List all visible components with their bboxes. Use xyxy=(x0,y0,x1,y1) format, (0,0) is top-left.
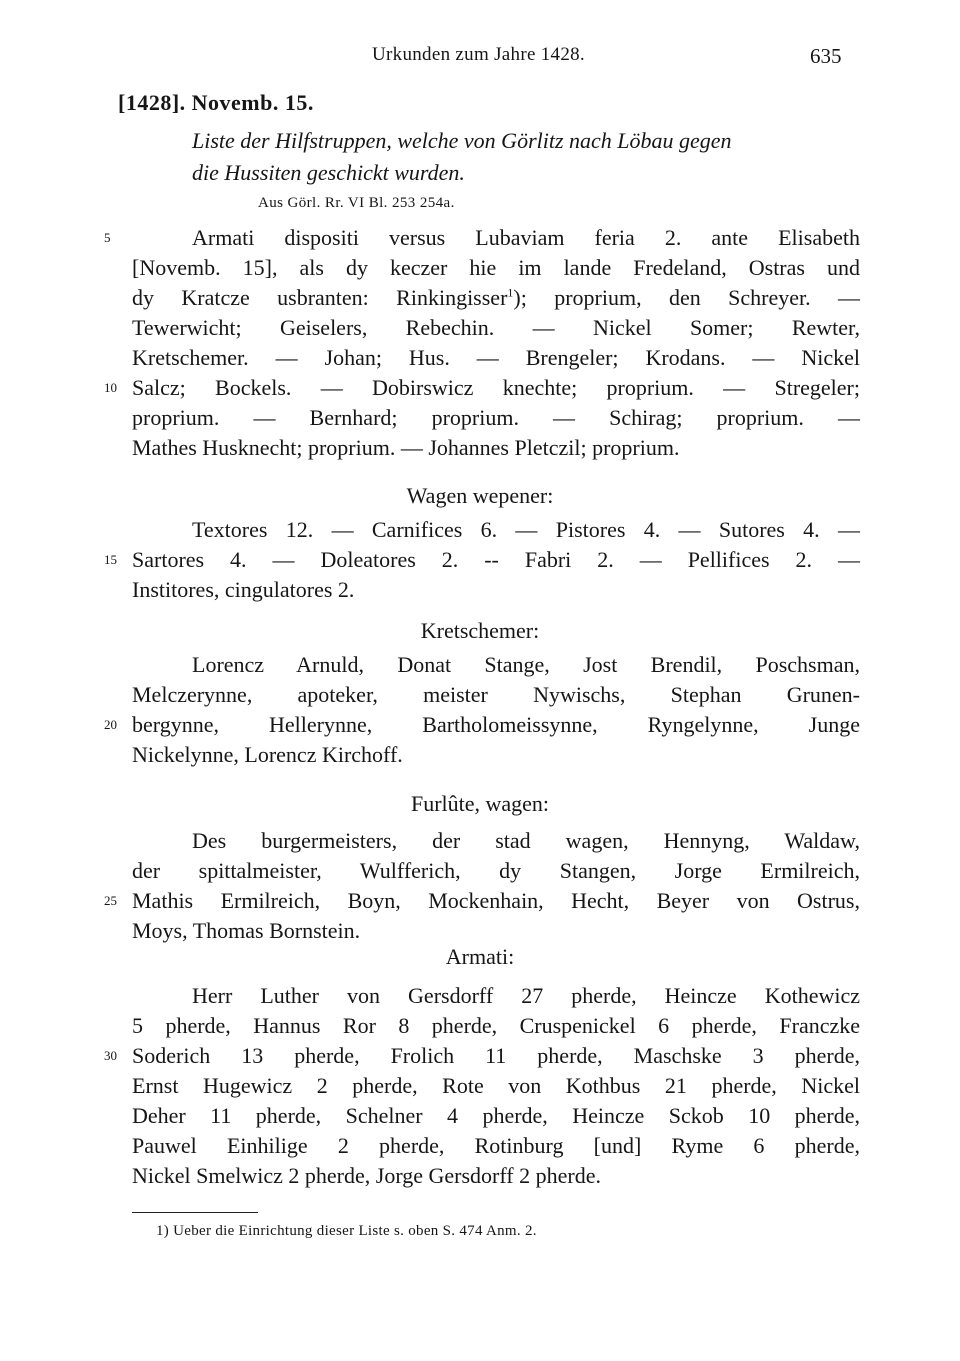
running-head: Urkunden zum Jahre 1428. xyxy=(372,44,585,65)
title-line: Liste der Hilfstruppen, welche von Görlitz nach Löbau gegen xyxy=(192,128,732,153)
footnote-marker: 1 xyxy=(507,285,514,300)
text-line: Institores, cingulatores 2. xyxy=(132,577,355,602)
date-heading: [1428]. Novemb. 15. xyxy=(118,90,314,115)
text-line: Moys, Thomas Bornstein. xyxy=(132,918,361,943)
text-line: Deher 11 pherde, Schelner 4 pherde, Heincze Sckob 10 pherde, xyxy=(132,1103,860,1128)
footnote: 1) Ueber die Einrichtung dieser Liste s. oben S. 474 Anm. 2. xyxy=(156,1223,537,1239)
text-segment: ); proprium, den Schreyer. — xyxy=(513,285,860,310)
text-line: der spittalmeister, Wulfferich, dy Stangen, Jorge Ermilreich, xyxy=(132,858,860,883)
section-heading: Armati: xyxy=(445,944,515,969)
line-number: 20 xyxy=(104,717,117,732)
text-line xyxy=(132,283,860,313)
section-heading: Furlûte, wagen: xyxy=(410,791,550,816)
source-reference: Aus Görl. Rr. VI Bl. 253 254a. xyxy=(258,195,455,211)
text-line: Soderich 13 pherde, Frolich 11 pherde, Maschske 3 pherde, xyxy=(132,1043,860,1068)
line-number: 10 xyxy=(104,380,117,395)
section-heading: Kretschemer: xyxy=(420,618,540,643)
text-line: Ernst Hugewicz 2 pherde, Rote von Kothbus 21 pherde, Nickel xyxy=(132,1073,860,1098)
text-line: Herr Luther von Gersdorff 27 pherde, Heincze Kothewicz xyxy=(192,983,860,1008)
text-line: Salcz; Bockels. — Dobirswicz knechte; proprium. — Stregeler; xyxy=(132,375,860,400)
text-line: 5 pherde, Hannus Ror 8 pherde, Cruspenickel 6 pherde, Franczke xyxy=(132,1013,860,1038)
title-line: die Hussiten geschickt wurden. xyxy=(192,160,465,185)
text-line: Textores 12. — Carnifices 6. — Pistores 4. — Sutores 4. — xyxy=(192,517,860,542)
line-number: 15 xyxy=(104,552,117,567)
text-line: Tewerwicht; Geiselers, Rebechin. — Nickel Somer; Rewter, xyxy=(132,315,860,340)
text-line: [Novemb. 15], als dy keczer hie im lande Fredeland, Ostras und xyxy=(132,255,860,280)
text-line: Melczerynne, apoteker, meister Nywischs, Stephan Grunen- xyxy=(132,682,860,707)
footnote-rule xyxy=(132,1212,258,1213)
text-line: Armati dispositi versus Lubaviam feria 2. ante Elisabeth xyxy=(192,225,860,250)
text-line: Nickel Smelwicz 2 pherde, Jorge Gersdorff 2 pherde. xyxy=(132,1163,601,1188)
text-line: Des burgermeisters, der stad wagen, Hennyng, Waldaw, xyxy=(192,828,860,853)
text-line: Kretschemer. — Johan; Hus. — Brengeler; Krodans. — Nickel xyxy=(132,345,860,370)
text-segment: dy Kratcze usbranten: Rinkingisser xyxy=(132,285,508,310)
text-line: Lorencz Arnuld, Donat Stange, Jost Brendil, Poschsman, xyxy=(192,652,860,677)
text-line: Sartores 4. — Doleatores 2. -- Fabri 2. — Pellifices 2. — xyxy=(132,547,860,572)
text-line: Mathes Husknecht; proprium. — Johannes Pletczil; proprium. xyxy=(132,435,680,460)
line-number: 5 xyxy=(104,230,111,245)
text-line: Nickelynne, Lorencz Kirchoff. xyxy=(132,742,403,767)
page-number: 635 xyxy=(810,44,842,68)
text-line: Pauwel Einhilige 2 pherde, Rotinburg [und] Ryme 6 pherde, xyxy=(132,1133,860,1158)
text-line: bergynne, Hellerynne, Bartholomeissynne, Ryngelynne, Junge xyxy=(132,712,860,737)
line-number: 25 xyxy=(104,893,117,908)
text-line: proprium. — Bernhard; proprium. — Schirag; proprium. — xyxy=(132,405,860,430)
text-line: Mathis Ermilreich, Boyn, Mockenhain, Hecht, Beyer von Ostrus, xyxy=(132,888,860,913)
line-number: 30 xyxy=(104,1048,117,1063)
section-heading: Wagen wepener: xyxy=(406,483,554,508)
